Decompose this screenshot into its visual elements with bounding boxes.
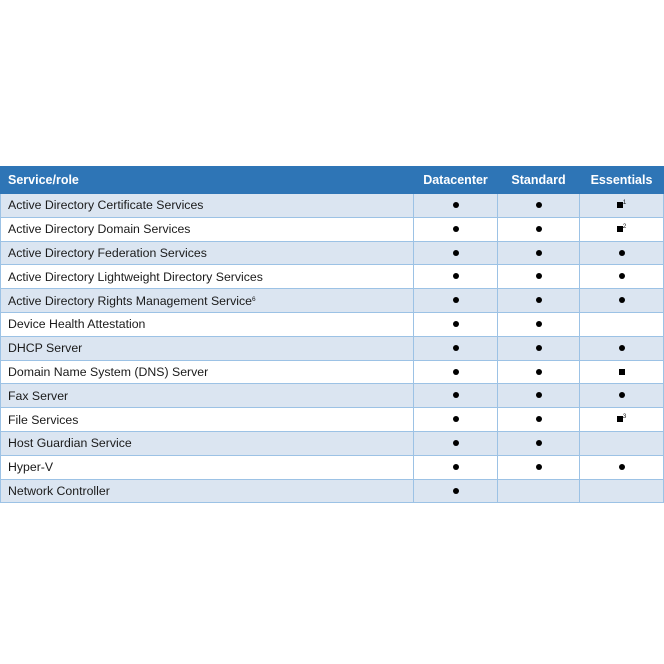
table-row: [1, 241, 664, 265]
table-row: [1, 455, 664, 479]
datacenter-cell: [414, 241, 498, 265]
essentials-cell: [580, 265, 664, 289]
table-header: [1, 167, 664, 194]
available-dot-icon: [453, 440, 459, 446]
standard-cell: [498, 289, 580, 313]
available-dot-icon: [453, 250, 459, 256]
available-dot-icon: [453, 416, 459, 422]
service-name: Network Controller: [8, 483, 110, 498]
service-name: Active Directory Federation Services: [8, 245, 207, 260]
table-row: [1, 431, 664, 455]
standard-cell: [498, 241, 580, 265]
available-dot-icon: [453, 321, 459, 327]
footnote-marker: 2: [622, 222, 627, 230]
available-dot-icon: [536, 297, 542, 303]
standard-cell: [498, 408, 580, 432]
service-name-cell: [1, 431, 414, 455]
datacenter-cell: [414, 194, 498, 218]
available-dot-icon: [453, 488, 459, 494]
available-dot-icon: [453, 392, 459, 398]
standard-cell: [498, 455, 580, 479]
essentials-cell: [580, 289, 664, 313]
service-name: Device Health Attestation: [8, 317, 146, 332]
available-dot-icon: [453, 202, 459, 208]
service-name-cell: [1, 241, 414, 265]
table-row: [1, 479, 664, 503]
essentials-cell: [580, 336, 664, 360]
footnote-marker: 6: [251, 295, 256, 303]
essentials-cell: [580, 431, 664, 455]
essentials-cell: [580, 455, 664, 479]
header-standard: Standard: [498, 167, 580, 194]
datacenter-cell: [414, 265, 498, 289]
standard-cell: [498, 431, 580, 455]
datacenter-cell: [414, 336, 498, 360]
datacenter-cell: [414, 217, 498, 241]
datacenter-cell: [414, 479, 498, 503]
feature-comparison-table: [0, 166, 663, 503]
table-row: [1, 289, 664, 313]
standard-cell: [498, 265, 580, 289]
essentials-cell: [580, 194, 664, 218]
available-dot-icon: [536, 345, 542, 351]
available-dot-icon: [619, 297, 625, 303]
standard-cell: [498, 217, 580, 241]
standard-cell: [498, 194, 580, 218]
available-dot-icon: [619, 273, 625, 279]
header-datacenter: Datacenter: [414, 167, 498, 194]
available-dot-icon: [536, 273, 542, 279]
header-essentials: Essentials: [580, 167, 664, 194]
footnote-marker: 3: [622, 413, 627, 421]
service-name-cell: [1, 455, 414, 479]
essentials-cell: [580, 360, 664, 384]
table-row: [1, 384, 664, 408]
available-dot-icon: [536, 464, 542, 470]
header-row: [1, 167, 664, 194]
standard-cell: [498, 384, 580, 408]
available-dot-icon: [453, 345, 459, 351]
datacenter-cell: [414, 360, 498, 384]
available-dot-icon: [536, 369, 542, 375]
table-body: [1, 194, 664, 503]
available-dot-icon: [453, 226, 459, 232]
service-name-cell: [1, 289, 414, 313]
service-name: Active Directory Lightweight Directory Services: [8, 269, 263, 284]
datacenter-cell: [414, 289, 498, 313]
service-name-cell: [1, 194, 414, 218]
available-dot-icon: [453, 297, 459, 303]
available-dot-icon: [453, 369, 459, 375]
essentials-cell: [580, 479, 664, 503]
available-dot-icon: [536, 440, 542, 446]
table-row: [1, 408, 664, 432]
available-dot-icon: [536, 226, 542, 232]
service-name-cell: [1, 312, 414, 336]
available-dot-icon: [536, 416, 542, 422]
essentials-cell: [580, 312, 664, 336]
service-name: Active Directory Domain Services: [8, 222, 191, 237]
available-dot-icon: [453, 464, 459, 470]
standard-cell: [498, 360, 580, 384]
essentials-cell: [580, 217, 664, 241]
datacenter-cell: [414, 312, 498, 336]
available-dot-icon: [536, 250, 542, 256]
essentials-cell: [580, 408, 664, 432]
service-name: File Services: [8, 412, 79, 427]
available-dot-icon: [536, 202, 542, 208]
service-name: Fax Server: [8, 388, 69, 403]
service-role-table: [0, 166, 664, 503]
datacenter-cell: [414, 455, 498, 479]
service-name-cell: [1, 265, 414, 289]
service-name-cell: [1, 408, 414, 432]
service-name-cell: [1, 384, 414, 408]
standard-cell: [498, 312, 580, 336]
table-row: [1, 312, 664, 336]
service-name-cell: [1, 360, 414, 384]
service-name-cell: [1, 336, 414, 360]
essentials-cell: [580, 384, 664, 408]
datacenter-cell: [414, 408, 498, 432]
service-name-cell: [1, 479, 414, 503]
essentials-cell: [580, 241, 664, 265]
limited-square-icon: [619, 369, 625, 375]
datacenter-cell: [414, 431, 498, 455]
available-dot-icon: [619, 464, 625, 470]
header-service-role: Service/role: [1, 167, 414, 194]
service-name: Domain Name System (DNS) Server: [8, 364, 209, 379]
footnote-marker: 1: [622, 198, 627, 206]
service-name: Hyper-V: [8, 460, 54, 475]
available-dot-icon: [619, 345, 625, 351]
service-name: Active Directory Rights Management Service: [8, 293, 252, 308]
service-name: Host Guardian Service: [8, 436, 132, 451]
service-name: Active Directory Certificate Services: [8, 198, 204, 213]
standard-cell: [498, 336, 580, 360]
available-dot-icon: [619, 392, 625, 398]
standard-cell: [498, 479, 580, 503]
service-name-cell: [1, 217, 414, 241]
service-name: DHCP Server: [8, 341, 83, 356]
table-row: [1, 360, 664, 384]
table-row: [1, 217, 664, 241]
datacenter-cell: [414, 384, 498, 408]
table-row: [1, 265, 664, 289]
table-row: [1, 194, 664, 218]
table-row: [1, 336, 664, 360]
available-dot-icon: [536, 392, 542, 398]
available-dot-icon: [619, 250, 625, 256]
available-dot-icon: [536, 321, 542, 327]
available-dot-icon: [453, 273, 459, 279]
